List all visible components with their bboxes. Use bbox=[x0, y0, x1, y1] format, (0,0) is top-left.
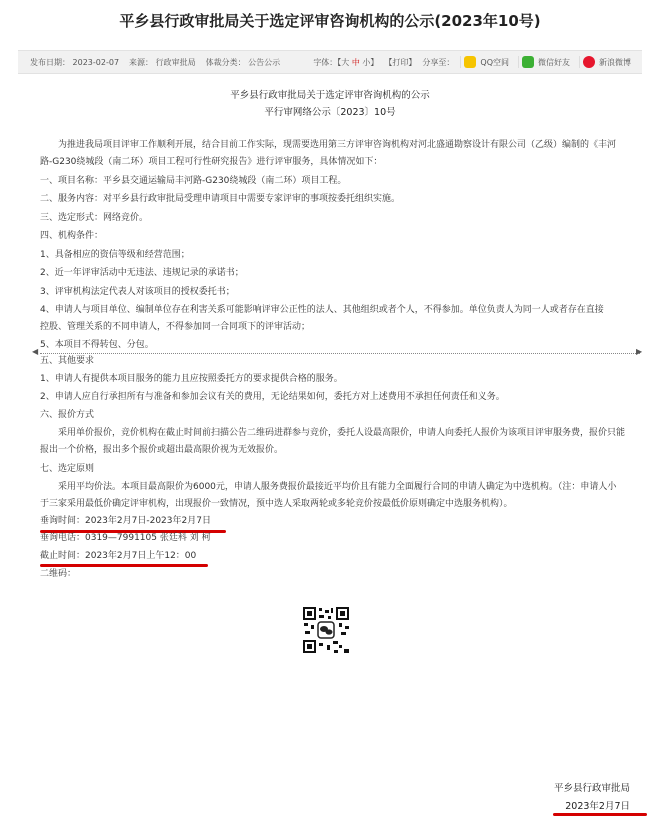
scroll-right-icon[interactable]: ▶ bbox=[636, 347, 643, 356]
query-phone: 垂询电话：0319—7991105 张廷科 刘 柯 bbox=[40, 533, 211, 543]
section-5: 五、其他要求 bbox=[40, 356, 95, 366]
deadline: 截止时间：2023年2月7日上午12：00 bbox=[40, 551, 197, 561]
meta-bar bbox=[18, 50, 642, 74]
share-qq-button[interactable]: QQ空间 bbox=[460, 56, 512, 68]
condition-3: 3、评审机构法定代表人对该项目的授权委托书； bbox=[40, 287, 235, 297]
share-wechat-button[interactable]: 微信好友 bbox=[518, 56, 573, 68]
condition-4-line-2: 控股、管理关系的不同申请人，不得参加同一合同项下的评审活动； bbox=[40, 322, 311, 332]
meta-info bbox=[18, 57, 280, 68]
share-weibo-button[interactable]: 新浪微博 bbox=[579, 56, 634, 68]
signature-org: 平乡县行政审批局 bbox=[553, 783, 630, 794]
page-title: 平乡县行政审批局关于选定评审咨询机构的公示(2023年10号) bbox=[119, 12, 541, 30]
category: 体裁分类： 公告公示 bbox=[205, 57, 281, 67]
scroll-left-icon[interactable]: ◀ bbox=[32, 347, 39, 356]
section-2: 二、服务内容：对平乡县行政审批局受理申请项目中需要专家评审的事项按委托组织实施。 bbox=[40, 194, 401, 204]
font-size-label: 字体：【大 中 小】 bbox=[313, 57, 379, 67]
requirement-1: 1、申请人有提供本项目服务的能力且应按照委托方的要求提供合格的服务。 bbox=[40, 374, 343, 384]
publish-date: 发布日期： 2023-02-07 bbox=[30, 57, 120, 67]
condition-5: 5、本项目不得转包、分包。 bbox=[40, 340, 154, 350]
weibo-icon bbox=[583, 56, 595, 68]
condition-4-line-1: 4、申请人与项目单位、编制单位存在利害关系可能影响评审公正性的法人、其他组织或者个人，不得参加。单位负责人为同一人或者存在直接 bbox=[40, 305, 604, 315]
section-1: 一、项目名称：平乡县交通运输局丰河路-G230绕城段（南二环）项目工程。 bbox=[40, 176, 347, 186]
rule-line-2: 于三家采用最低价确定评审机构，出现报价一致情况，预中选人采取两轮或多轮竞价按最低价原则确定中选服务机构）。 bbox=[40, 499, 513, 509]
qr-code bbox=[301, 605, 351, 655]
qrcode-label: 二维码： bbox=[40, 569, 77, 579]
section-3: 三、选定形式：网络竞价。 bbox=[40, 213, 149, 223]
quote-line-1: 采用单价报价，竞价机构在截止时间前扫描公告二维码进群参与竞价，委托人设最高限价，申请人向委托人报价为该项目评审服务费，报价只能 bbox=[58, 428, 626, 438]
condition-2: 2、近一年评审活动中无违法、违规记录的承诺书； bbox=[40, 268, 244, 278]
condition-1: 1、具备相应的资信等级和经营范围； bbox=[40, 250, 190, 260]
font-size-small-button[interactable]: 小】 bbox=[362, 57, 379, 67]
rule-line-1: 采用平均价法。本项目最高限价为6000元，申请人服务费报价最接近平均价且有能力全面履行合同的申请人确定为中选机构。（注：申请人小 bbox=[58, 482, 617, 492]
requirement-2: 2、申请人应自行承担所有与准备和参加会议有关的费用，无论结果如何，委托方对上述费用不承担任何责任和义务。 bbox=[40, 392, 505, 402]
share-label: 分享至： bbox=[422, 57, 455, 67]
intro-line-2: 路-G230绕城段（南二环）项目工程可行性研究报告》进行评审服务，具体情况如下： bbox=[40, 157, 383, 167]
query-time: 垂询时间：2023年2月7日-2023年2月7日 bbox=[40, 516, 211, 526]
quote-line-2: 报出一个价格，报出多个报价或超出最高限价视为无效报价。 bbox=[40, 445, 284, 455]
meta-tools bbox=[313, 56, 642, 68]
wechat-icon bbox=[522, 56, 534, 68]
doc-number: 平行审网络公示〔2023〕10号 bbox=[264, 107, 396, 118]
section-6: 六、报价方式 bbox=[40, 410, 95, 420]
source: 来源： 行政审批局 bbox=[129, 57, 196, 67]
underline-mark bbox=[553, 813, 647, 816]
qq-zone-icon bbox=[464, 56, 476, 68]
signature-date: 2023年2月7日 bbox=[565, 801, 630, 812]
section-4: 四、机构条件： bbox=[40, 231, 104, 241]
intro-line-1: 为推进我局项目评审工作顺利开展，结合目前工作实际，现需要选用第三方评审咨询机构对河北盛通勘察设计有限公司（乙级）编制的《丰河 bbox=[58, 140, 617, 150]
doc-org-title: 平乡县行政审批局关于选定评审咨询机构的公示 bbox=[230, 90, 430, 101]
font-size-mid-button[interactable]: 中 bbox=[351, 57, 360, 67]
print-button[interactable]: 【打印】 bbox=[384, 57, 417, 67]
section-7: 七、选定原则 bbox=[40, 464, 95, 474]
